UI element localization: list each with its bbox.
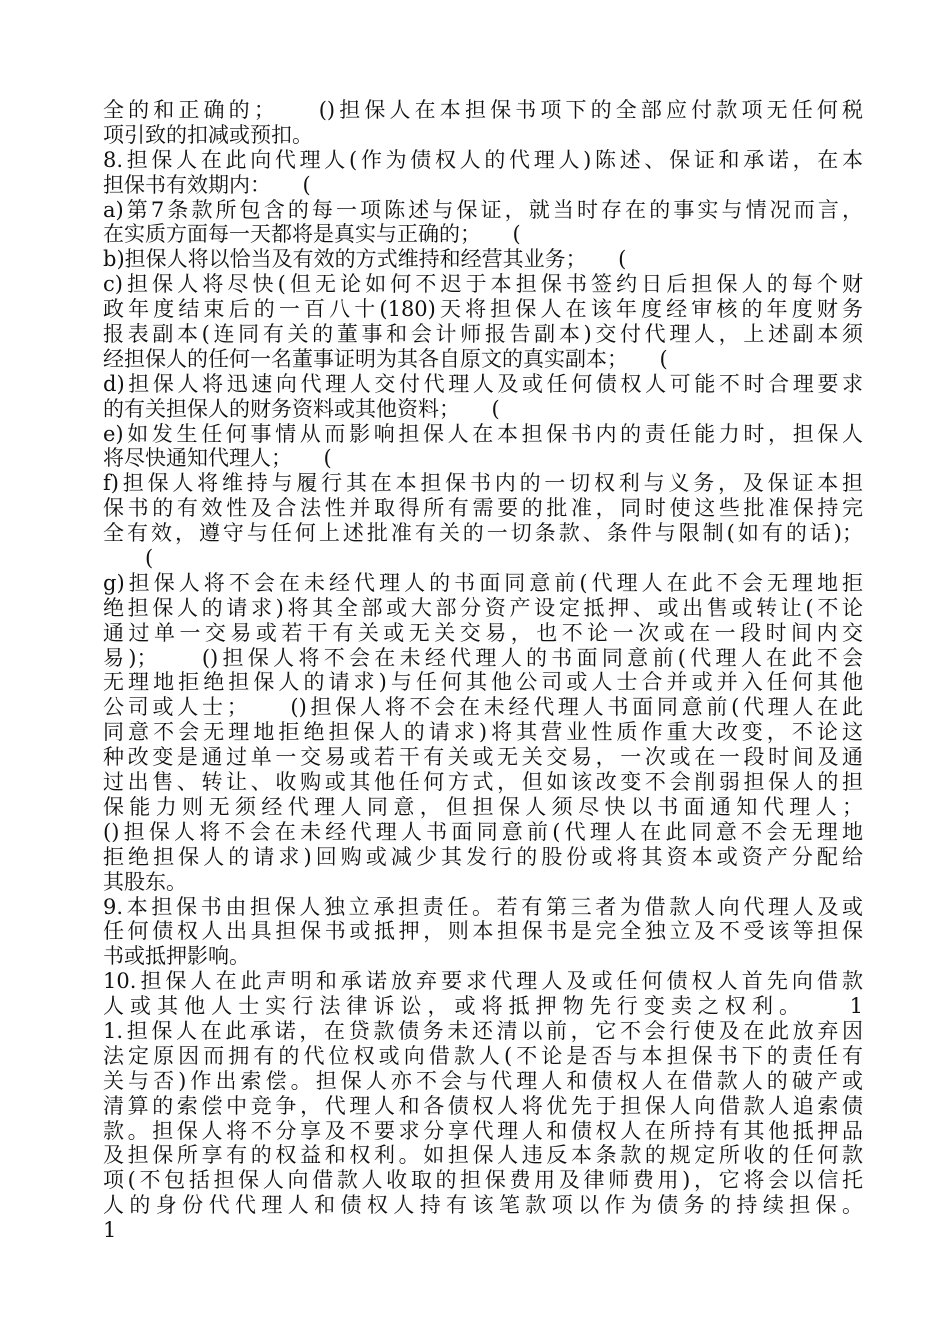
text-line: 人的身份代代理人和债权人持有该笔款项以作为债务的持续担保。 bbox=[103, 1193, 863, 1218]
text-line: 全有效，遵守与任何上述批准有关的一切条款、条件与限制(如有的话)； bbox=[103, 521, 863, 546]
text-line: 项引致的扣减或预扣。 bbox=[103, 122, 313, 147]
text-line: f)担保人将维持与履行其在本担保书内的一切权利与义务，及保证本担 bbox=[103, 471, 863, 496]
text-line: 绝担保人的请求)将其全部或大部分资产设定抵押、或出售或转让(不论 bbox=[103, 595, 863, 620]
text-line: 政年度结束后的一百八十(180)天将担保人在该年度经审核的年度财务 bbox=[103, 297, 863, 322]
text-line: e)如发生任何事情从而影响担保人在本担保书内的责任能力时，担保人 bbox=[103, 421, 863, 446]
text-line: 担保书有效期内： ( bbox=[103, 172, 311, 197]
text-line: 将尽快通知代理人； ( bbox=[103, 446, 332, 471]
text-line: 及担保所享有的权益和权利。如担保人违反本条款的规定所收的任何款 bbox=[103, 1143, 863, 1168]
text-line: 拒绝担保人的请求)回购或减少其发行的股份或将其资本或资产分配给 bbox=[103, 844, 863, 869]
text-line: ( bbox=[103, 546, 154, 571]
text-line: 9.本担保书由担保人独立承担责任。若有第三者为借款人向代理人及或 bbox=[103, 894, 863, 919]
text-line: b)担保人将以恰当及有效的方式维持和经营其业务； ( bbox=[103, 247, 627, 272]
text-line: 在实质方面每一天都将是真实与正确的； ( bbox=[103, 222, 521, 247]
text-line: 1.担保人在此承诺，在贷款债务未还清以前，它不会行使及在此放弃因 bbox=[103, 1018, 863, 1043]
text-line: 公司或人士； ()担保人将不会在未经代理人书面同意前(代理人在此 bbox=[103, 695, 863, 720]
text-line: 关与否)作出索偿。担保人亦不会与代理人和债权人在借款人的破产或 bbox=[103, 1068, 863, 1093]
text-line: 过出售、转让、收购或其他任何方式，但如该改变不会削弱担保人的担 bbox=[103, 770, 863, 795]
text-line: g)担保人将不会在未经代理人的书面同意前(代理人在此不会无理地拒 bbox=[103, 570, 863, 595]
text-line: 其股东。 bbox=[103, 869, 187, 894]
text-line: 同意不会无理地拒绝担保人的请求)将其营业性质作重大改变，不论这 bbox=[103, 720, 863, 745]
text-line: 通过单一交易或若干有关或无关交易，也不论一次或在一段时间内交 bbox=[103, 620, 863, 645]
text-line: 人或其他人士实行法律诉讼，或将抵押物先行变卖之权利。 1 bbox=[103, 994, 863, 1019]
text-line: ()担保人将不会在未经代理人书面同意前(代理人在此同意不会无理地 bbox=[103, 819, 863, 844]
text-line: 书或抵押影响。 bbox=[103, 944, 250, 969]
text-line: 易)； ()担保人将不会在未经代理人的书面同意前(代理人在此不会 bbox=[103, 645, 863, 670]
text-line: 保能力则无须经代理人同意，但担保人须尽快以书面通知代理人； bbox=[103, 794, 863, 819]
text-line: 8.担保人在此向代理人(作为债权人的代理人)陈述、保证和承诺，在本 bbox=[103, 147, 863, 172]
text-line: 种改变是通过单一交易或若干有关或无关交易，一次或在一段时间及通 bbox=[103, 745, 863, 770]
text-line: 的有关担保人的财务资料或其他资料； ( bbox=[103, 396, 500, 421]
text-line: 款。担保人将不分享及不要求分享代理人和债权人在所持有其他抵押品 bbox=[103, 1118, 863, 1143]
text-line: 清算的索偿中竞争，代理人和各债权人将优先于担保人向借款人追索债 bbox=[103, 1093, 863, 1118]
text-line: d)担保人将迅速向代理人交付代理人及或任何债权人可能不时合理要求 bbox=[103, 371, 863, 396]
text-line: 保书的有效性及合法性并取得所有需要的批准，同时使这些批准保持完 bbox=[103, 496, 863, 521]
text-line: 10.担保人在此声明和承诺放弃要求代理人及或任何债权人首先向借款 bbox=[103, 969, 863, 994]
text-line: 无理地拒绝担保人的请求)与任何其他公司或人士合并或并入任何其他 bbox=[103, 670, 863, 695]
text-line: c)担保人将尽快(但无论如何不迟于本担保书签约日后担保人的每个财 bbox=[103, 272, 863, 297]
text-line: a)第7条款所包含的每一项陈述与保证，就当时存在的事实与情况而言， bbox=[103, 197, 863, 222]
document-body bbox=[103, 98, 863, 1243]
text-line: 报表副本(连同有关的董事和会计师报告副本)交付代理人，上述副本须 bbox=[103, 322, 863, 347]
text-line: 任何债权人出具担保书或抵押，则本担保书是完全独立及不受该等担保 bbox=[103, 919, 863, 944]
text-line: 1 bbox=[103, 1218, 117, 1243]
text-line: 项(不包括担保人向借款人收取的担保费用及律师费用)，它将会以信托 bbox=[103, 1168, 863, 1193]
text-line: 法定原因而拥有的代位权或向借款人(不论是否与本担保书下的责任有 bbox=[103, 1043, 863, 1068]
text-line: 经担保人的任何一名董事证明为其各自原文的真实副本； ( bbox=[103, 346, 668, 371]
text-line: 全的和正确的； ()担保人在本担保书项下的全部应付款项无任何税 bbox=[103, 98, 863, 122]
